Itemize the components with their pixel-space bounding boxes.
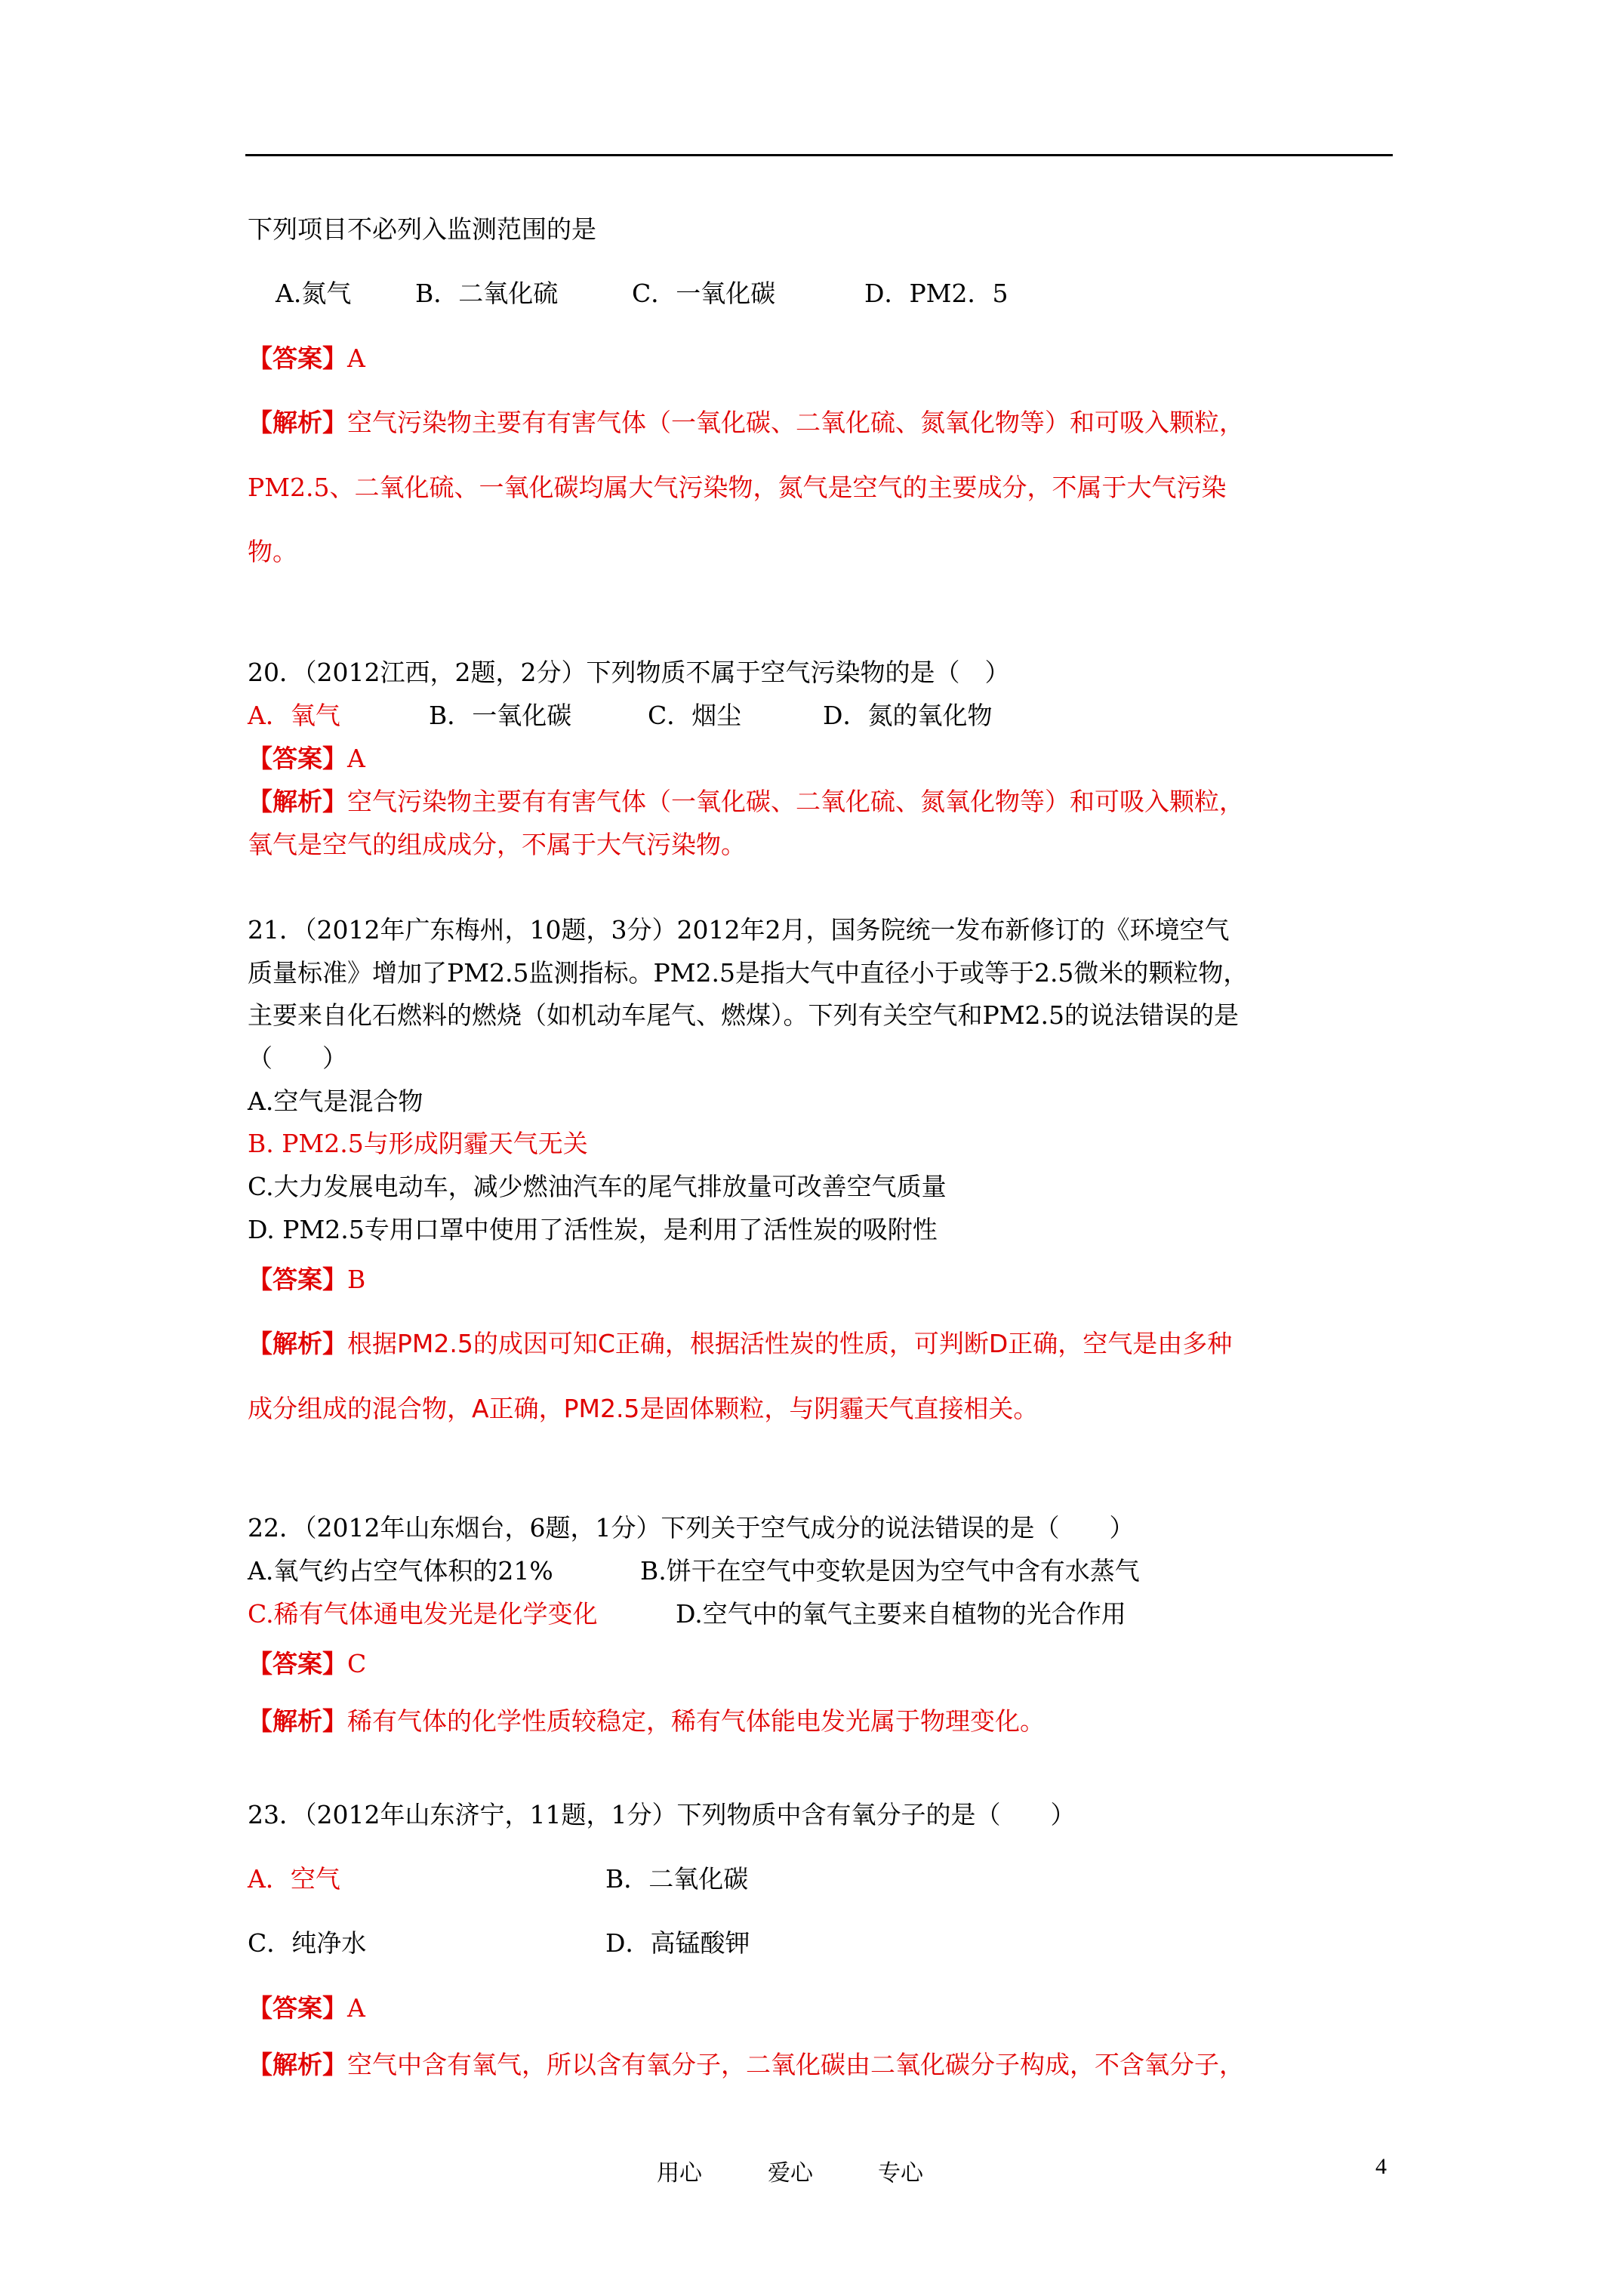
q22-option-c: C.稀有气体通电发光是化学变化 — [248, 1599, 598, 1629]
q23-option-d: D．高锰酸钾 — [605, 1928, 750, 1958]
q22-stem: 22．（2012年山东烟台，6题，1分）下列关于空气成分的说法错误的是（ ） — [248, 1513, 1135, 1542]
q22-analysis: 【解析】稀有气体的化学性质较稳定，稀有气体能电发光属于物理变化。 — [248, 1706, 1045, 1736]
q22-option-a: A.氧气约占空气体积的21% — [248, 1556, 553, 1586]
q23-option-b: B．二氧化碳 — [605, 1864, 749, 1894]
q23-option-a: A．空气 — [248, 1864, 340, 1894]
footer-motto-2: 爱心 — [768, 2160, 813, 2187]
q19-stem: 下列项目不必列入监测范围的是 — [248, 214, 596, 244]
q23-analysis: 【解析】空气中含有氧气，所以含有氧分子，二氧化碳由二氧化碳分子构成，不含氧分子， — [248, 2050, 1244, 2079]
page-number: 4 — [1375, 2154, 1387, 2179]
q20-stem: 20．（2012江西，2题，2分）下列物质不属于空气污染物的是（ ） — [248, 658, 1010, 687]
q20-options — [248, 698, 1380, 733]
q20-option-d: D．氮的氧化物 — [823, 701, 993, 730]
q23-answer: 【答案】A — [248, 1993, 365, 2023]
q21-option-c: C.大力发展电动车，减少燃油汽车的尾气排放量可改善空气质量 — [248, 1172, 947, 1201]
q22-answer: 【答案】C — [248, 1649, 367, 1678]
q20-analysis-line-2: 氧气是空气的组成成分，不属于大气污染物。 — [248, 830, 746, 859]
q20-option-a: A．氧气 — [248, 701, 340, 730]
q20-answer: 【答案】A — [248, 744, 365, 773]
q21-stem-line-2: 质量标准》增加了PM2.5监测指标。PM2.5是指大气中直径小于或等于2.5微米的颗粒物， — [248, 958, 1249, 988]
q19-option-b: B．二氧化硫 — [415, 279, 559, 308]
footer-motto-3: 专心 — [878, 2160, 923, 2187]
q22-options-row-2 — [248, 1597, 1380, 1632]
q19-analysis-line-3: 物。 — [248, 537, 297, 566]
q23-options-row-1 — [248, 1862, 1380, 1897]
q21-option-d: D. PM2.5专用口罩中使用了活性炭，是利用了活性炭的吸附性 — [248, 1215, 938, 1244]
q19-answer: 【答案】A — [248, 344, 365, 373]
q21-analysis-line-1: 【解析】根据PM2.5的成因可知C正确，根据活性炭的性质，可判断D正确，空气是由多种 — [248, 1329, 1233, 1358]
q19-analysis-line-1: 【解析】空气污染物主要有有害气体（一氧化碳、二氧化硫、氮氧化物等）和可吸入颗粒， — [248, 408, 1244, 437]
q21-answer: 【答案】B — [248, 1265, 366, 1294]
q23-options-row-2 — [248, 1926, 1380, 1961]
q19-option-d: D．PM2．5 — [864, 279, 1009, 308]
q19-option-c: C．一氧化碳 — [632, 279, 776, 308]
q22-option-b: B.饼干在空气中变软是因为空气中含有水蒸气 — [640, 1556, 1140, 1586]
q21-analysis-line-2: 成分组成的混合物，A正确，PM2.5是固体颗粒，与阴霾天气直接相关。 — [248, 1394, 1039, 1423]
q23-stem: 23．（2012年山东济宁，11题，1分）下列物质中含有氧分子的是（ ） — [248, 1800, 1076, 1829]
q23-option-c: C．纯净水 — [248, 1928, 367, 1958]
q21-option-b: B. PM2.5与形成阴霾天气无关 — [248, 1129, 588, 1158]
q20-analysis-line-1: 【解析】空气污染物主要有有害气体（一氧化碳、二氧化硫、氮氧化物等）和可吸入颗粒， — [248, 787, 1244, 816]
q22-options-row-1 — [248, 1554, 1380, 1589]
footer-motto-1: 用心 — [657, 2160, 702, 2187]
q22-option-d: D.空气中的氧气主要来自植物的光合作用 — [676, 1599, 1126, 1629]
q21-option-a: A.空气是混合物 — [248, 1086, 423, 1116]
q20-option-c: C．烟尘 — [648, 701, 742, 730]
q19-analysis-line-2: PM2.5、二氧化硫、一氧化碳均属大气污染物，氮气是空气的主要成分，不属于大气污染 — [248, 473, 1227, 502]
q20-option-b: B．一氧化碳 — [429, 701, 572, 730]
q21-stem-line-3: 主要来自化石燃料的燃烧（如机动车尾气、燃煤）。下列有关空气和PM2.5的说法错误的是 — [248, 1000, 1239, 1030]
q19-option-a: A.氮气 — [276, 279, 352, 308]
header-rule — [245, 154, 1393, 156]
q21-stem-line-1: 21．（2012年广东梅州，10题，3分）2012年2月，国务院统一发布新修订的《环境空气 — [248, 915, 1230, 945]
q21-stem-line-4: （ ） — [248, 1043, 347, 1073]
